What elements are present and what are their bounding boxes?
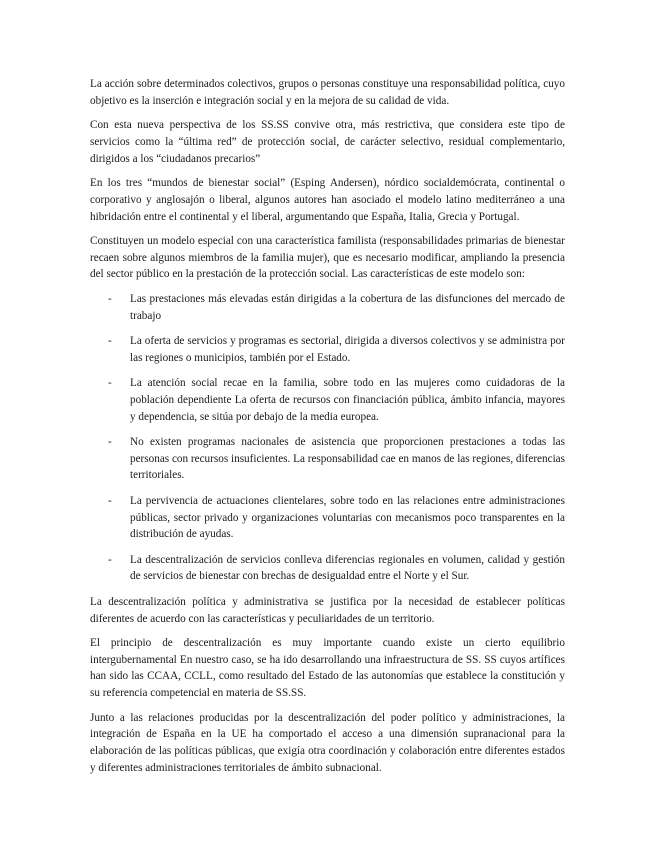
- list-item: [90, 493, 565, 543]
- bullet-marker: -: [108, 292, 112, 305]
- list-item: [90, 434, 565, 484]
- paragraph: Constituyen un modelo especial con una característica familista (responsabilidades primarias de bienestar recaen sobre algunos miembros de la familia mujer), que es necesario modificar, ampliando la presencia del sector público en la prestación de la protección social. Las características de este modelo son:: [90, 234, 565, 281]
- bullet-marker: -: [108, 334, 112, 347]
- document-page: [90, 76, 565, 784]
- paragraph: El principio de descentralización es muy importante cuando existe un cierto equilibrio intergubernamental En nuestro caso, se ha ido desarrollando una infraestructura de SS. SS cuyos artífices han sido las CCAA, CCLL, como resultado del Estado de las autonomías que establece la constitución y su referencia competencial en materia de SS.SS.: [90, 636, 565, 700]
- paragraph: Junto a las relaciones producidas por la descentralización del poder político y administraciones, la integración de España en la UE ha comportado el acceso a una dimensión supranacional para la elaboración de las políticas públicas, que exigía otra coordinación y colaboración entre diferentes estados y diferentes administraciones territoriales de ámbito subnacional.: [90, 711, 565, 774]
- list-item: [90, 375, 565, 425]
- paragraph: La acción sobre determinados colectivos, grupos o personas constituye una responsabilidad política, cuyo objetivo es la inserción e integración social y en la mejora de su calidad de vida.: [90, 78, 565, 107]
- paragraph: En los tres “mundos de bienestar social” (Esping Andersen), nórdico socialdemócrata, continental o corporativo y anglosajón o liberal, algunos autores han asociado el modelo latino mediterráneo a una hibridación entre el continental y el liberal, argumentando que España, Italia, Grecia y Portugal.: [90, 176, 565, 223]
- paragraph: La descentralización política y administrativa se justifica por la necesidad de establecer políticas diferentes de acuerdo con las características y peculiaridades de un territorio.: [90, 595, 565, 625]
- bullet-list: [90, 291, 565, 585]
- paragraph: Con esta nueva perspectiva de los SS.SS convive otra, más restrictiva, que considera este tipo de servicios como la “última red” de protección social, de carácter selectivo, residual complementario, dirigidos a los “ciudadanos precarios”: [90, 119, 565, 165]
- bullet-marker: -: [108, 553, 112, 566]
- list-item: [90, 291, 565, 325]
- bullet-marker: -: [108, 376, 112, 389]
- list-item-text: La descentralización de servicios conlleva diferencias regionales en volumen, calidad y gestión de servicios de bienestar con brechas de desigualdad entre el Norte y el Sur.: [130, 553, 565, 583]
- list-item-text: La atención social recae en la familia, sobre todo en las mujeres como cuidadoras de la población dependiente La oferta de recursos con financiación pública, ámbito infancia, mayores y dependencia, se sitúa por debajo de la media europea.: [130, 376, 565, 423]
- list-item-text: La pervivencia de actuaciones clientelares, sobre todo en las relaciones entre administraciones públicas, sector privado y organizaciones voluntarias con mecanismos poco transparentes en la distribución de ayudas.: [130, 494, 565, 541]
- list-item-text: No existen programas nacionales de asistencia que proporcionen prestaciones a todas las personas con recursos insuficientes. La responsabilidad cae en manos de las regiones, diferencias territoriales.: [130, 435, 565, 482]
- bullet-marker: -: [108, 435, 112, 448]
- list-item: [90, 552, 565, 586]
- list-item-text: La oferta de servicios y programas es sectorial, dirigida a diversos colectivos y se administra por las regiones o municipios, también por el Estado.: [130, 334, 565, 364]
- list-item: [90, 333, 565, 367]
- list-item-text: Las prestaciones más elevadas están dirigidas a la cobertura de las disfunciones del mercado de trabajo: [130, 292, 565, 322]
- bullet-marker: -: [108, 494, 112, 507]
